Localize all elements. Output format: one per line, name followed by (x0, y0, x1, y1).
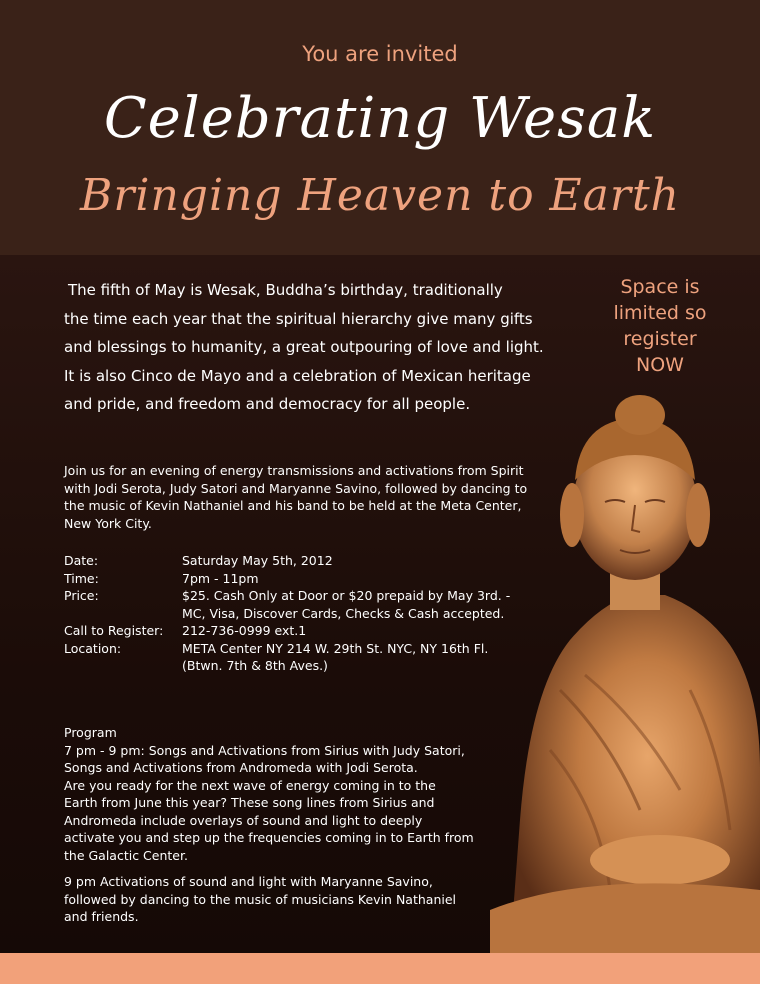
space-limited-callout (595, 274, 725, 378)
join-line: Join us for an evening of energy transmissions and activations from Spirit (64, 463, 524, 478)
join-paragraph (64, 462, 569, 532)
program-line: followed by dancing to the music of musicians Kevin Nathaniel (64, 891, 457, 907)
invited-text: You are invited (302, 42, 458, 66)
page-subtitle: Bringing Heaven to Earth (80, 170, 680, 221)
date-label: Date: (64, 553, 99, 568)
price-row (64, 587, 544, 622)
join-line: with Jodi Serota, Judy Satori and Maryanne Savino, followed by dancing to (64, 480, 528, 496)
intro-line: and pride, and freedom and democracy for all people. (64, 395, 471, 413)
event-details (64, 552, 544, 675)
intro-paragraph (64, 276, 564, 419)
program-paragraph-1 (64, 742, 514, 865)
program-heading: Program (64, 725, 117, 740)
join-line: New York City. (64, 515, 152, 531)
price-value (182, 587, 544, 622)
program-line: 7 pm - 9 pm: Songs and Activations from Sirius with Judy Satori, (64, 742, 465, 758)
call-row (64, 622, 544, 640)
program-line: and friends. (64, 909, 139, 924)
callout-line: Space is (620, 276, 700, 298)
program-line: Andromeda include overlays of sound and light to deeply (64, 812, 423, 828)
page-title: Celebrating Wesak (103, 86, 657, 151)
program-paragraph-2 (64, 873, 514, 926)
location-row (64, 640, 544, 675)
price-value-line: $25. Cash Only at Door or $20 prepaid by May 3rd. - (182, 588, 511, 603)
join-line: the music of Kevin Nathaniel and his band to be held at the Meta Center, (64, 498, 522, 513)
program-line: Songs and Activations from Andromeda with Jodi Serota. (64, 760, 418, 775)
location-value-line: META Center NY 214 W. 29th St. NYC, NY 16th Fl. (182, 640, 489, 656)
callout-line: register (623, 328, 697, 350)
intro-line: It is also Cinco de Mayo and a celebration of Mexican heritage (64, 366, 531, 385)
price-value-line: MC, Visa, Discover Cards, Checks & Cash accepted. (182, 605, 505, 621)
program-line: Are you ready for the next wave of energy coming in to the (64, 777, 436, 793)
program-line: the Galactic Center. (64, 847, 188, 863)
callout-line: limited so (613, 302, 707, 324)
time-value: 7pm - 11pm (182, 570, 259, 586)
time-row (64, 570, 544, 588)
program-line: 9 pm Activations of sound and light with Maryanne Savino, (64, 874, 433, 889)
call-label: Call to Register: (64, 623, 164, 638)
program-section (64, 724, 514, 935)
location-label: Location: (64, 640, 122, 656)
price-label: Price: (64, 588, 99, 603)
footer-bar (0, 953, 760, 984)
call-value: 212-736-0999 ext.1 (182, 623, 307, 638)
date-value: Saturday May 5th, 2012 (182, 553, 333, 568)
program-line: activate you and step up the frequencies coming in to Earth from (64, 830, 474, 845)
time-label: Time: (64, 570, 99, 586)
intro-line: The fifth of May is Wesak, Buddha’s birthday, traditionally (68, 281, 503, 299)
callout-line: NOW (636, 354, 684, 376)
intro-line: and blessings to humanity, a great outpouring of love and light. (64, 338, 544, 356)
intro-line: the time each year that the spiritual hierarchy give many gifts (64, 309, 533, 328)
date-row (64, 552, 544, 570)
location-value-line: (Btwn. 7th & 8th Aves.) (182, 658, 328, 673)
location-value (182, 640, 544, 675)
program-line: Earth from June this year? These song lines from Sirius and (64, 795, 435, 810)
